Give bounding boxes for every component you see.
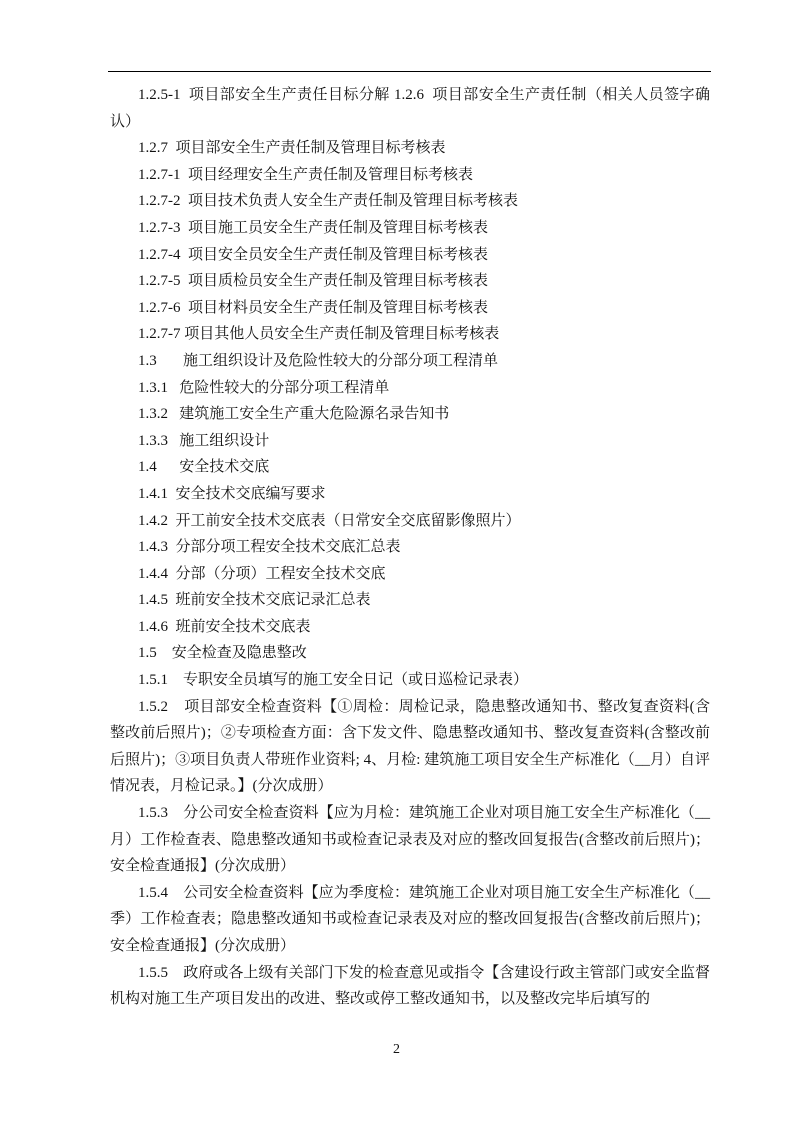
toc-entry: 1.2.7-1 项目经理安全生产责任制及管理目标考核表 (138, 166, 473, 183)
toc-entry: 1.4.6 班前安全技术交底表 (138, 618, 311, 635)
toc-entry: 1.4 安全技术交底 (138, 459, 270, 476)
toc-entry: 1.2.5-1 项目部安全生产责任目标分解 1.2.6 项目部安全生产责任制（相关人员签字确认） (110, 87, 710, 130)
toc-entry: 1.2.7-5 项目质检员安全生产责任制及管理目标考核表 (138, 273, 488, 290)
toc-entry: 1.5.2 项目部安全检查资料【①周检：周检记录，隐患整改通知书、整改复查资料(含整改前后照片)；②专项检查方面：含下发文件、隐患整改通知书、整改复查资料(含整改前后照片)；③项目负责人带班作业资料; 4、月检: 建筑施工项目安全生产标准化（__月）自评情况表，月检记录。】(分次成册） (110, 698, 710, 795)
toc-entry: 1.4.5 班前安全技术交底记录汇总表 (138, 592, 371, 609)
toc-entry: 1.2.7 项目部安全生产责任制及管理目标考核表 (138, 140, 446, 157)
toc-entry: 1.4.4 分部（分项）工程安全技术交底 (138, 565, 386, 582)
toc-entry: 1.2.7-2 项目技术负责人安全生产责任制及管理目标考核表 (138, 193, 518, 210)
toc-entry: 1.2.7-7 项目其他人员安全生产责任制及管理目标考核表 (138, 326, 500, 343)
toc-entry: 1.2.7-4 项目安全员安全生产责任制及管理目标考核表 (138, 246, 488, 263)
toc-entry: 1.3.2 建筑施工安全生产重大危险源名录告知书 (138, 406, 450, 423)
page-number: 2 (393, 1042, 400, 1057)
toc-entry: 1.3 施工组织设计及危险性较大的分部分项工程清单 (138, 352, 499, 369)
toc-entry: 1.5.4 公司安全检查资料【应为季度检：建筑施工企业对项目施工安全生产标准化（__季）工作检查表；隐患整改通知书或检查记录表及对应的整改回复报告(含整改前后照片)；安全检查通报】(分次成册） (110, 884, 710, 954)
toc-entry: 1.4.1 安全技术交底编写要求 (138, 485, 326, 502)
toc-entry: 1.3.3 施工组织设计 (138, 432, 270, 449)
toc-entry: 1.2.7-3 项目施工员安全生产责任制及管理目标考核表 (138, 219, 488, 236)
header-rule (108, 71, 711, 72)
toc-entry: 1.5.5 政府或各上级有关部门下发的检查意见或指令【含建设行政主管部门或安全监督机构对施工生产项目发出的改进、整改或停工整改通知书，以及整改完毕后填写的 (110, 964, 710, 1008)
toc-entry: 1.5 安全检查及隐患整改 (138, 645, 307, 662)
toc-entry: 1.4.3 分部分项工程安全技术交底汇总表 (138, 539, 401, 556)
toc-entry: 1.3.1 危险性较大的分部分项工程清单 (138, 379, 390, 396)
document-body (110, 82, 710, 1013)
toc-entry: 1.5.3 分公司安全检查资料【应为月检：建筑施工企业对项目施工安全生产标准化（__月）工作检查表、隐患整改通知书或检查记录表及对应的整改回复报告(含整改前后照片)；安全检查通报】(分次成册） (110, 805, 710, 875)
toc-entry: 1.2.7-6 项目材料员安全生产责任制及管理目标考核表 (138, 299, 488, 316)
toc-entry: 1.4.2 开工前安全技术交底表（日常安全交底留影像照片） (138, 512, 521, 529)
toc-entry: 1.5.1 专职安全员填写的施工安全日记（或日巡检记录表） (138, 672, 529, 689)
